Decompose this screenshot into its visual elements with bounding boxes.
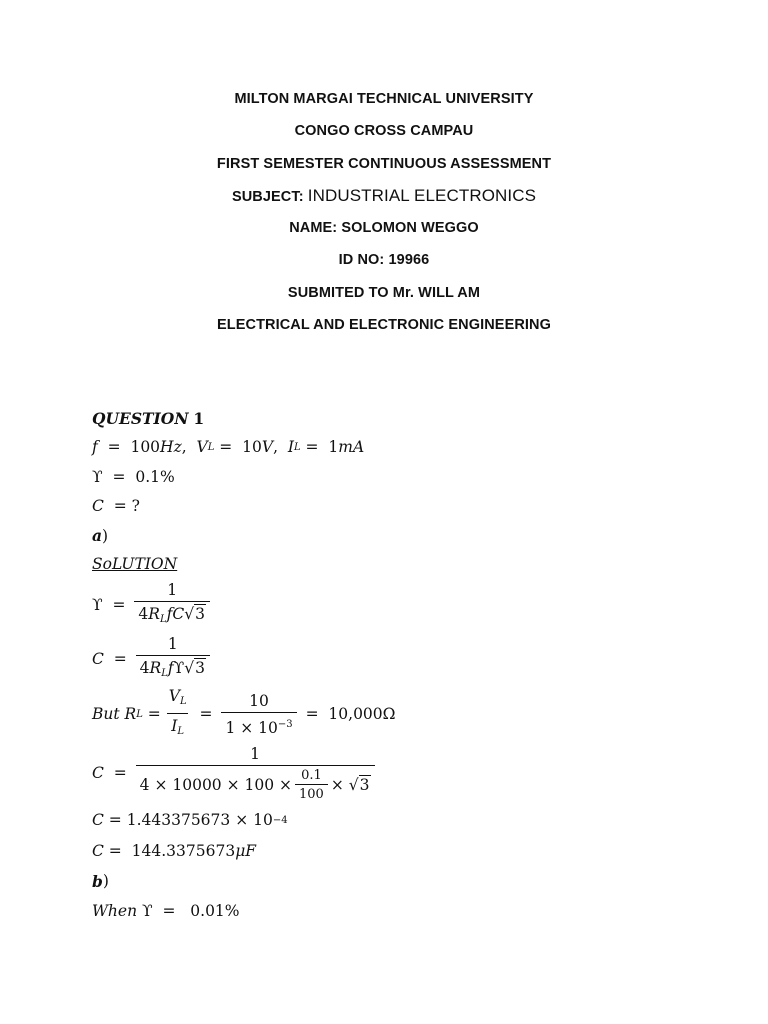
university-name: MILTON MARGAI TECHNICAL UNIVERSITY <box>234 91 534 107</box>
document-header <box>0 88 768 346</box>
assessment-title: FIRST SEMESTER CONTINUOUS ASSESSMENT <box>216 155 552 172</box>
part-b-condition: When ϒ = 0.01% <box>92 902 240 920</box>
resistance-fraction: $\frac{10}{1 \times 10^{-3}}$ <box>221 691 296 738</box>
subject-label: SUBJECT: <box>231 188 304 205</box>
solution-heading: SoLUTION <box>92 555 178 573</box>
subject-value: INDUSTRIAL ELECTRONICS <box>307 185 537 205</box>
given-values: f = 100 Hz , V L = 10 V , I L = 1 mA <box>92 438 365 456</box>
given-ripple: ϒ = 0.1% <box>92 467 175 486</box>
load-resistance-calc: But R L = $\frac{V_L}{I_L}$ = $\frac{10}{1 \times 10^{-3}}$ = 10,000Ω <box>92 686 732 742</box>
capacitance-fraction: $\frac{1}{4R_Lfϒ√3}$ <box>136 634 210 684</box>
capacitance-formula: C = $\frac{1}{4R_Lfϒ√3}$ <box>92 632 732 686</box>
question-title: QUESTION 1 <box>92 408 205 428</box>
submitted-to: SUBMITED TO Mr. WILL AM <box>287 284 481 301</box>
capacitance-substitution: C = 1 4 × 10000 × 100 × $\frac{0.1}{100}$ × √3 <box>92 742 732 804</box>
question-1-body <box>92 404 732 926</box>
ripple-formula: ϒ = $\frac{1}{4R_LfC√3}$ <box>92 578 732 632</box>
ripple-fraction: $\frac{1}{4R_LfC√3}$ <box>134 580 210 630</box>
campus-name: CONGO CROSS CAMPAU <box>294 123 474 140</box>
subject-line <box>0 185 768 217</box>
part-b-label: b ) <box>92 871 109 891</box>
capacitance-result-microfarads: C = 144.3375673 μF <box>92 842 257 860</box>
part-a-label: a ) <box>92 526 109 545</box>
find-capacitance: C = ? <box>92 497 140 515</box>
capacitance-result-farads: C = 1.443375673 × 10 −4 <box>92 811 288 829</box>
department-name: ELECTRICAL AND ELECTRONIC ENGINEERING <box>217 317 551 334</box>
substitution-fraction: 1 4 × 10000 × 100 × $\frac{0.1}{100}$ × √3 <box>136 744 375 802</box>
student-id: ID NO: 19966 <box>338 252 430 269</box>
student-name: NAME: SOLOMON WEGGO <box>289 220 479 237</box>
